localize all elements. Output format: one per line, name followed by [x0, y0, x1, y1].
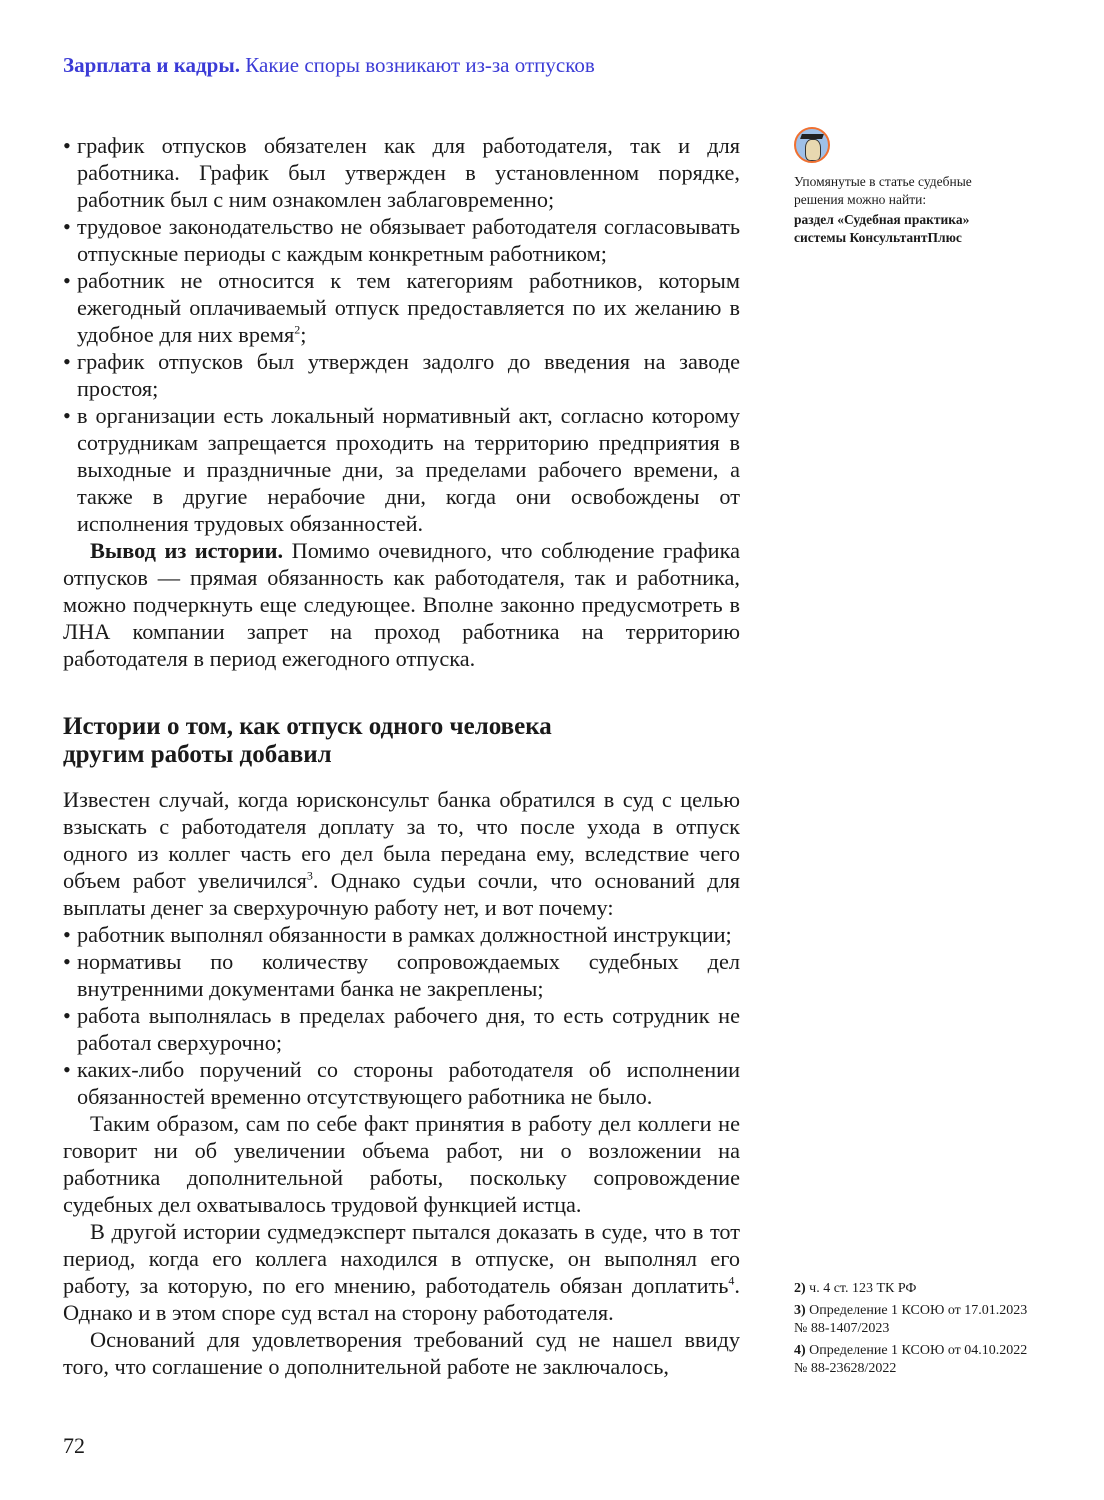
list-item: [63, 402, 740, 537]
list-item: • нормативы по количеству сопровождаемых судебных дел внутренними документами банка не закреплены;: [63, 948, 740, 1002]
article-title: Какие споры возникают из-за отпусков: [245, 53, 595, 77]
list-item: • работа выполнялась в пределах рабочего дня, то есть сотрудник не работал сверхурочно;: [63, 1002, 740, 1056]
paragraph-text: Известен случай, когда юрисконсульт банка обратился в суд с целью взыскать с работодателя доплату за то, что после ухода в отпуск одного из коллег часть его дел была передана ему, вследствие чего объем работ увеличился: [63, 787, 740, 893]
list-item-text: график отпусков был утвержден задолго до введения на заводе простоя;: [77, 349, 740, 401]
list-item-text: работник не относится к тем категориям работников, которым ежегодный оплачиваемый отпуск предоставляется по их желанию в удобное для них время: [77, 268, 740, 347]
sidebar-note: [794, 127, 1024, 247]
footnote-number: 2): [794, 1281, 806, 1296]
list-item: • каких-либо поручений со стороны работодателя об исполнении обязанностей временно отсутствующего работника не было.: [63, 1056, 740, 1110]
footnote-ref-3[interactable]: 3: [306, 868, 313, 883]
heading-line: другим работы добавил: [63, 741, 332, 768]
page-number: 72: [63, 1433, 85, 1458]
conclusion-label: Вывод из истории.: [90, 538, 284, 563]
list-item: [63, 132, 740, 213]
running-head: [63, 53, 595, 78]
footnote-text: Определение 1 КСОЮ от 17.01.2023 № 88-1407/2023: [794, 1303, 1028, 1336]
footnote: [794, 1302, 1034, 1338]
heading-line: Истории о том, как отпуск одного человека: [63, 713, 552, 740]
bullet-list-1: [63, 132, 740, 537]
sidebar-note-text: Упомянутые в статье судебные решения можно найти:: [794, 174, 972, 207]
section-heading: [63, 713, 740, 769]
footnote-text: ч. 4 ст. 123 ТК РФ: [809, 1281, 917, 1296]
footnote-ref-2[interactable]: 2: [294, 322, 301, 337]
footnote-ref-4[interactable]: 4: [728, 1273, 735, 1288]
paragraph: Оснований для удовлетворения требований суд не нашел ввиду того, что соглашение о дополнительной работе не заключалось,: [63, 1327, 740, 1379]
list-item-text: в организации есть локальный нормативный акт, согласно которому сотрудникам запрещается проходить на территорию предприятия в выходные и праздничные дни, за пределами рабочего времени, а также в другие нерабочие дни, когда они освобождены от исполнения трудовых обязанностей.: [77, 403, 740, 536]
conclusion-text: Помимо очевидного, что соблюдение графика отпусков — прямая обязанность как работодателя, так и работника, можно подчеркнуть еще следующее. Вполне законно предусмотреть в ЛНА компании запрет на проход работника на территорию работодателя в период ежегодного отпуска.: [63, 538, 740, 671]
paragraph-text: . Однако и в этом споре суд встал на сторону работодателя.: [63, 1273, 740, 1325]
section-name: Зарплата и кадры.: [63, 53, 241, 77]
conclusion-paragraph: [63, 537, 740, 672]
judge-avatar-icon: [794, 127, 830, 163]
footnote-text: Определение 1 КСОЮ от 04.10.2022 № 88-23628/2022: [794, 1343, 1028, 1376]
paragraph-text: . Однако судьи сочли, что оснований для выплаты денег за сверхурочную работу нет, и вот почему:: [63, 868, 740, 920]
main-column: [63, 132, 740, 1380]
footnote: [794, 1280, 1034, 1298]
footnote-number: 3): [794, 1303, 806, 1318]
list-item: [63, 348, 740, 402]
footnotes: [794, 1280, 1034, 1382]
paragraph: Таким образом, сам по себе факт принятия в работу дел коллеги не говорит ни об увеличении объема работ, ни о возложении на работника дополнительной работы, поскольку сопровождение судебных дел охватывалось трудовой функцией истца.: [63, 1111, 740, 1217]
list-item-text: график отпусков обязателен как для работодателя, так и для работника. График был утвержден в установленном порядке, работник был с ним ознакомлен заблаговременно;: [77, 133, 740, 212]
list-item: • работник выполнял обязанности в рамках должностной инструкции;: [63, 921, 740, 948]
list-item: [63, 267, 740, 348]
footnote: [794, 1342, 1034, 1378]
sidebar-note-source: раздел «Судебная практика» системы КонсультантПлюс: [794, 212, 970, 245]
list-item-text: ;: [300, 322, 307, 347]
footnote-number: 4): [794, 1343, 806, 1358]
bullet-list-2: [63, 921, 740, 1110]
paragraph: [63, 1218, 740, 1326]
list-item-text: трудовое законодательство не обязывает работодателя согласовывать отпускные периоды с каждым конкретным работником;: [77, 214, 740, 266]
paragraph-text: В другой истории судмедэксперт пытался доказать в суде, что в тот период, когда его коллега находился в отпуске, он выполнял его работу, за которую, по его мнению, работодатель обязан доплатить: [63, 1219, 740, 1298]
intro-paragraph: [63, 786, 740, 921]
list-item: [63, 213, 740, 267]
